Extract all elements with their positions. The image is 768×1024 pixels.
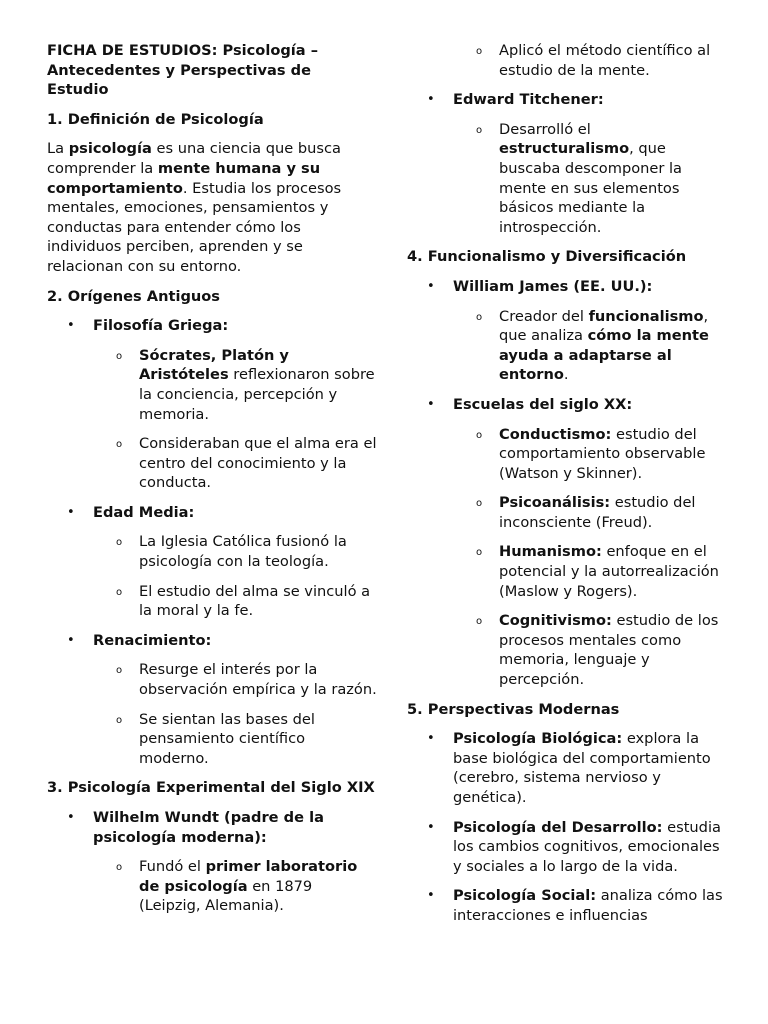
text-run: estudio del comportamiento observable (Watson y Skinner). — [499, 425, 706, 482]
bold-run: estructuralismo — [499, 140, 630, 158]
bold-run: Humanismo: — [499, 543, 602, 561]
text-run: La Iglesia Católica fusionó la psicología con la teología. — [139, 533, 347, 571]
bold-run: Escuelas del siglo XX: — [453, 395, 633, 413]
text-run: estudio del inconsciente (Freud). — [499, 494, 696, 531]
bold-run: Filosofía Griega: — [93, 317, 229, 335]
bold-run: Psicología Social: — [453, 887, 597, 905]
text-run: Aplicó el método científico al estudio de la mente. — [499, 42, 711, 79]
text-run: , que analiza — [499, 307, 709, 345]
sub-item — [47, 582, 377, 621]
sub-bullet-marker: o — [116, 537, 123, 549]
sub-bullet-marker: o — [116, 439, 123, 451]
text-run: Consideraban que el alma era el centro del conocimiento y la conducta. — [139, 435, 377, 492]
bold-run: Sócrates, Platón y Aristóteles — [139, 346, 289, 384]
bold-run: William James (EE. UU.): — [453, 277, 653, 295]
sub-item — [407, 41, 727, 80]
bold-run: Conductismo: — [499, 425, 612, 443]
bold-run: Edad Media: — [93, 503, 195, 521]
sub-item — [47, 710, 377, 769]
text-run: reflexionaron sobre la conciencia, percepción y memoria. — [139, 366, 375, 423]
list-item-renaissance — [47, 631, 377, 651]
text-run: La — [47, 140, 69, 158]
document-title: FICHA DE ESTUDIOS: Psicología – Antecedentes y Perspectivas de Estudio — [47, 42, 319, 99]
list-item-wundt — [47, 808, 377, 847]
list-item-greek — [47, 316, 377, 336]
text-run: . Estudia los procesos mentales, emociones, pensamientos y conductas para entender cómo los individuos perciben, aprenden y se relacionan con su entorno. — [47, 179, 342, 275]
bullet-marker: • — [427, 92, 435, 108]
bold-run: Psicología Biológica: — [453, 730, 623, 748]
sub-item — [47, 532, 377, 571]
sub-bullet-marker: o — [116, 350, 123, 362]
list-item-james — [407, 277, 727, 297]
sub-bullet-marker: o — [476, 429, 483, 441]
sub-bullet-marker: o — [476, 311, 483, 323]
text-run: estudia los cambios cognitivos, emocionales y sociales a lo largo de la vida. — [453, 818, 721, 875]
sub-bullet-marker: o — [476, 498, 483, 510]
bullet-marker: • — [427, 278, 435, 294]
sub-item-humanismo — [407, 542, 727, 601]
sub-item — [47, 857, 377, 916]
bold-run: Psicoanálisis: — [499, 494, 611, 512]
text-run: . — [563, 366, 569, 384]
bold-run: cómo la mente ayuda a adaptarse al entorno — [499, 327, 709, 384]
list-item-middle-ages — [47, 503, 377, 523]
sub-bullet-marker: o — [116, 862, 123, 874]
bullet-marker: • — [427, 396, 435, 412]
text-run: Resurge el interés por la observación empírica y la razón. — [139, 661, 377, 699]
sub-item — [47, 346, 377, 424]
list-item-development — [407, 818, 727, 877]
bold-run: Renacimiento: — [93, 631, 212, 649]
bullet-marker: • — [67, 810, 75, 825]
text-run: es una ciencia que busca comprender la — [47, 140, 341, 177]
sub-bullet-marker: o — [116, 714, 123, 726]
sub-item — [407, 307, 727, 385]
bullet-marker: • — [67, 632, 75, 648]
bullet-marker: • — [67, 318, 75, 334]
sub-bullet-marker: o — [476, 547, 483, 559]
text-run: en 1879 (Leipzig, Alemania). — [139, 877, 313, 915]
sub-bullet-marker: o — [476, 46, 483, 57]
sub-bullet-marker: o — [116, 665, 123, 677]
list-item-titchener — [407, 90, 727, 110]
sub-item — [407, 120, 727, 238]
sub-item-conductismo — [407, 425, 727, 484]
sub-item — [47, 434, 377, 493]
list-item-schools — [407, 395, 727, 415]
text-run: enfoque en el potencial y la autorrealización (Maslow y Rogers). — [499, 543, 719, 600]
bold-run: Wilhelm Wundt (padre de la psicología moderna): — [93, 809, 324, 846]
text-run: Creador del — [499, 307, 589, 325]
bullet-marker: • — [427, 819, 435, 835]
section-1-heading: 1. Definición de Psicología — [47, 110, 264, 128]
sub-item-cognitivismo — [407, 611, 727, 689]
sub-bullet-marker: o — [116, 586, 123, 598]
list-item-social — [407, 886, 727, 925]
text-run: Desarrolló el — [499, 120, 591, 138]
bold-run: psicología — [68, 140, 152, 158]
sub-bullet-marker: o — [476, 616, 483, 628]
text-run: Fundó el — [139, 858, 206, 876]
bold-run: funcionalismo — [588, 307, 704, 325]
right-column — [407, 41, 727, 936]
bullet-marker: • — [427, 731, 435, 747]
text-run: explora la base biológica del comportamiento (cerebro, sistema nervioso y genética). — [453, 730, 711, 806]
section-5-heading: 5. Perspectivas Modernas — [407, 700, 620, 718]
section-2-heading: 2. Orígenes Antiguos — [47, 287, 220, 305]
bold-run: mente humana y su comportamiento — [47, 159, 321, 197]
bold-run: primer laboratorio de psicología — [139, 858, 358, 895]
text-run: estudio de los procesos mentales como memoria, lenguaje y percepción. — [499, 612, 719, 689]
sub-item — [47, 660, 377, 699]
text-run: Se sientan las bases del pensamiento científico moderno. — [139, 710, 315, 767]
section-3-heading: 3. Psicología Experimental del Siglo XIX — [47, 779, 375, 797]
text-run: El estudio del alma se vinculó a la moral y la fe. — [139, 582, 371, 620]
text-run: , que buscaba descomponer la mente en sus elementos básicos mediante la introspección. — [499, 140, 682, 236]
sub-item-psicoanalisis — [407, 493, 727, 532]
left-column — [47, 41, 377, 926]
bullet-marker: • — [67, 504, 75, 520]
bullet-marker: • — [427, 888, 435, 904]
section-4-heading: 4. Funcionalismo y Diversificación — [407, 248, 687, 266]
bold-run: Psicología del Desarrollo: — [453, 818, 663, 836]
text-run: analiza cómo las interacciones e influencias — [453, 887, 723, 924]
sub-bullet-marker: o — [476, 124, 483, 136]
list-item-biological — [407, 729, 727, 807]
bold-run: Edward Titchener: — [453, 91, 604, 109]
definition-paragraph — [47, 139, 377, 276]
bold-run: Cognitivismo: — [499, 612, 612, 630]
